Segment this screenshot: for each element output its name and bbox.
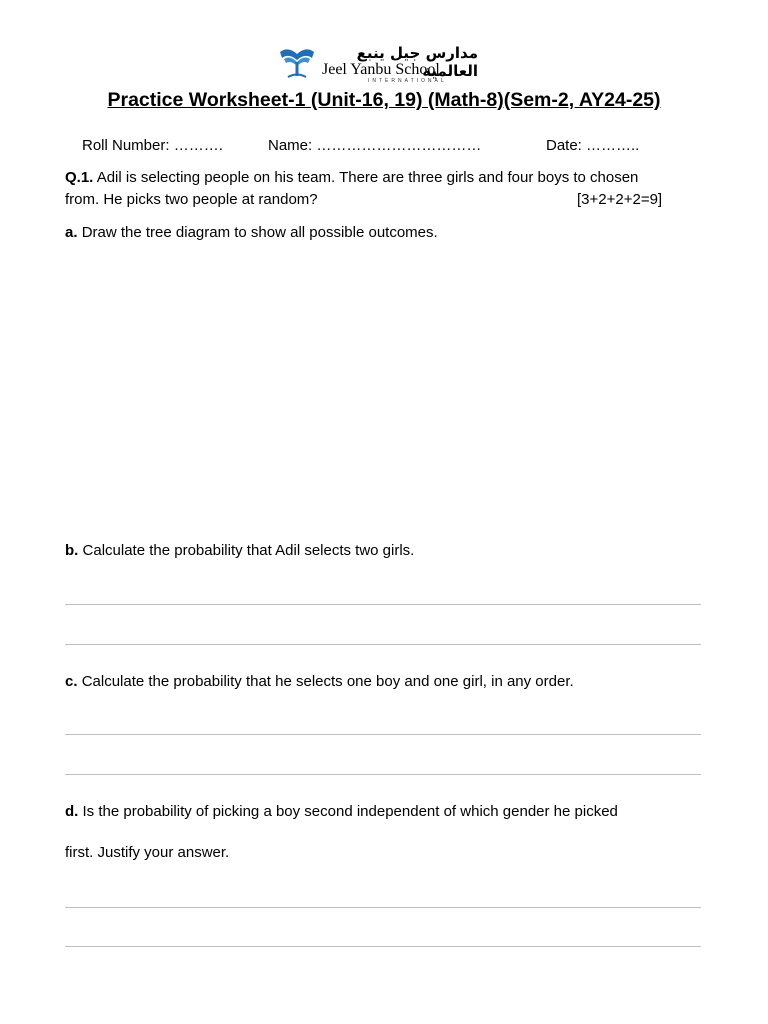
name-field: Name: …………………………… <box>268 137 482 154</box>
question-text-2: from. He picks two people at random? <box>65 191 318 208</box>
part-c <box>65 673 574 690</box>
date-field: Date: ……….. <box>546 137 640 154</box>
part-d-label: d. <box>65 803 79 820</box>
answer-line-b-1[interactable] <box>65 604 701 605</box>
question-number: Q.1. <box>65 169 94 186</box>
school-name-arabic: مدارس جيل ينبع العالمية <box>356 44 478 80</box>
part-c-label: c. <box>65 673 78 690</box>
answer-line-b-2[interactable] <box>65 644 701 645</box>
question-marks: [3+2+2+2=9] <box>577 191 663 208</box>
part-d-text-2: first. Justify your answer. <box>65 844 230 861</box>
answer-line-c-1[interactable] <box>65 734 701 735</box>
part-a-label: a. <box>65 224 78 241</box>
part-a <box>65 224 438 241</box>
part-b-label: b. <box>65 542 79 559</box>
part-d-text-1: Is the probability of picking a boy second independent of which gender he picked <box>82 803 618 820</box>
roll-number-field: Roll Number: ………. <box>82 137 223 154</box>
question-1-line-1 <box>65 169 638 186</box>
worksheet-title: Practice Worksheet-1 (Unit-16, 19) (Math-8)(Sem-2, AY24-25) <box>107 89 661 111</box>
answer-line-d-1[interactable] <box>65 907 701 908</box>
part-b <box>65 542 414 559</box>
answer-line-c-2[interactable] <box>65 774 701 775</box>
answer-line-d-2[interactable] <box>65 946 701 947</box>
part-b-text: Calculate the probability that Adil selects two girls. <box>82 542 415 559</box>
school-emblem-icon <box>278 44 316 82</box>
school-logo <box>278 44 478 84</box>
school-name-english: Jeel Yanbu School <box>322 61 440 78</box>
school-tagline: INTERNATIONAL <box>368 78 447 84</box>
question-text-1: Adil is selecting people on his team. There are three girls and four boys to chosen <box>96 169 639 186</box>
part-a-text: Draw the tree diagram to show all possible outcomes. <box>81 224 438 241</box>
part-c-text: Calculate the probability that he selects one boy and one girl, in any order. <box>81 673 574 690</box>
part-d-line-1 <box>65 803 618 820</box>
